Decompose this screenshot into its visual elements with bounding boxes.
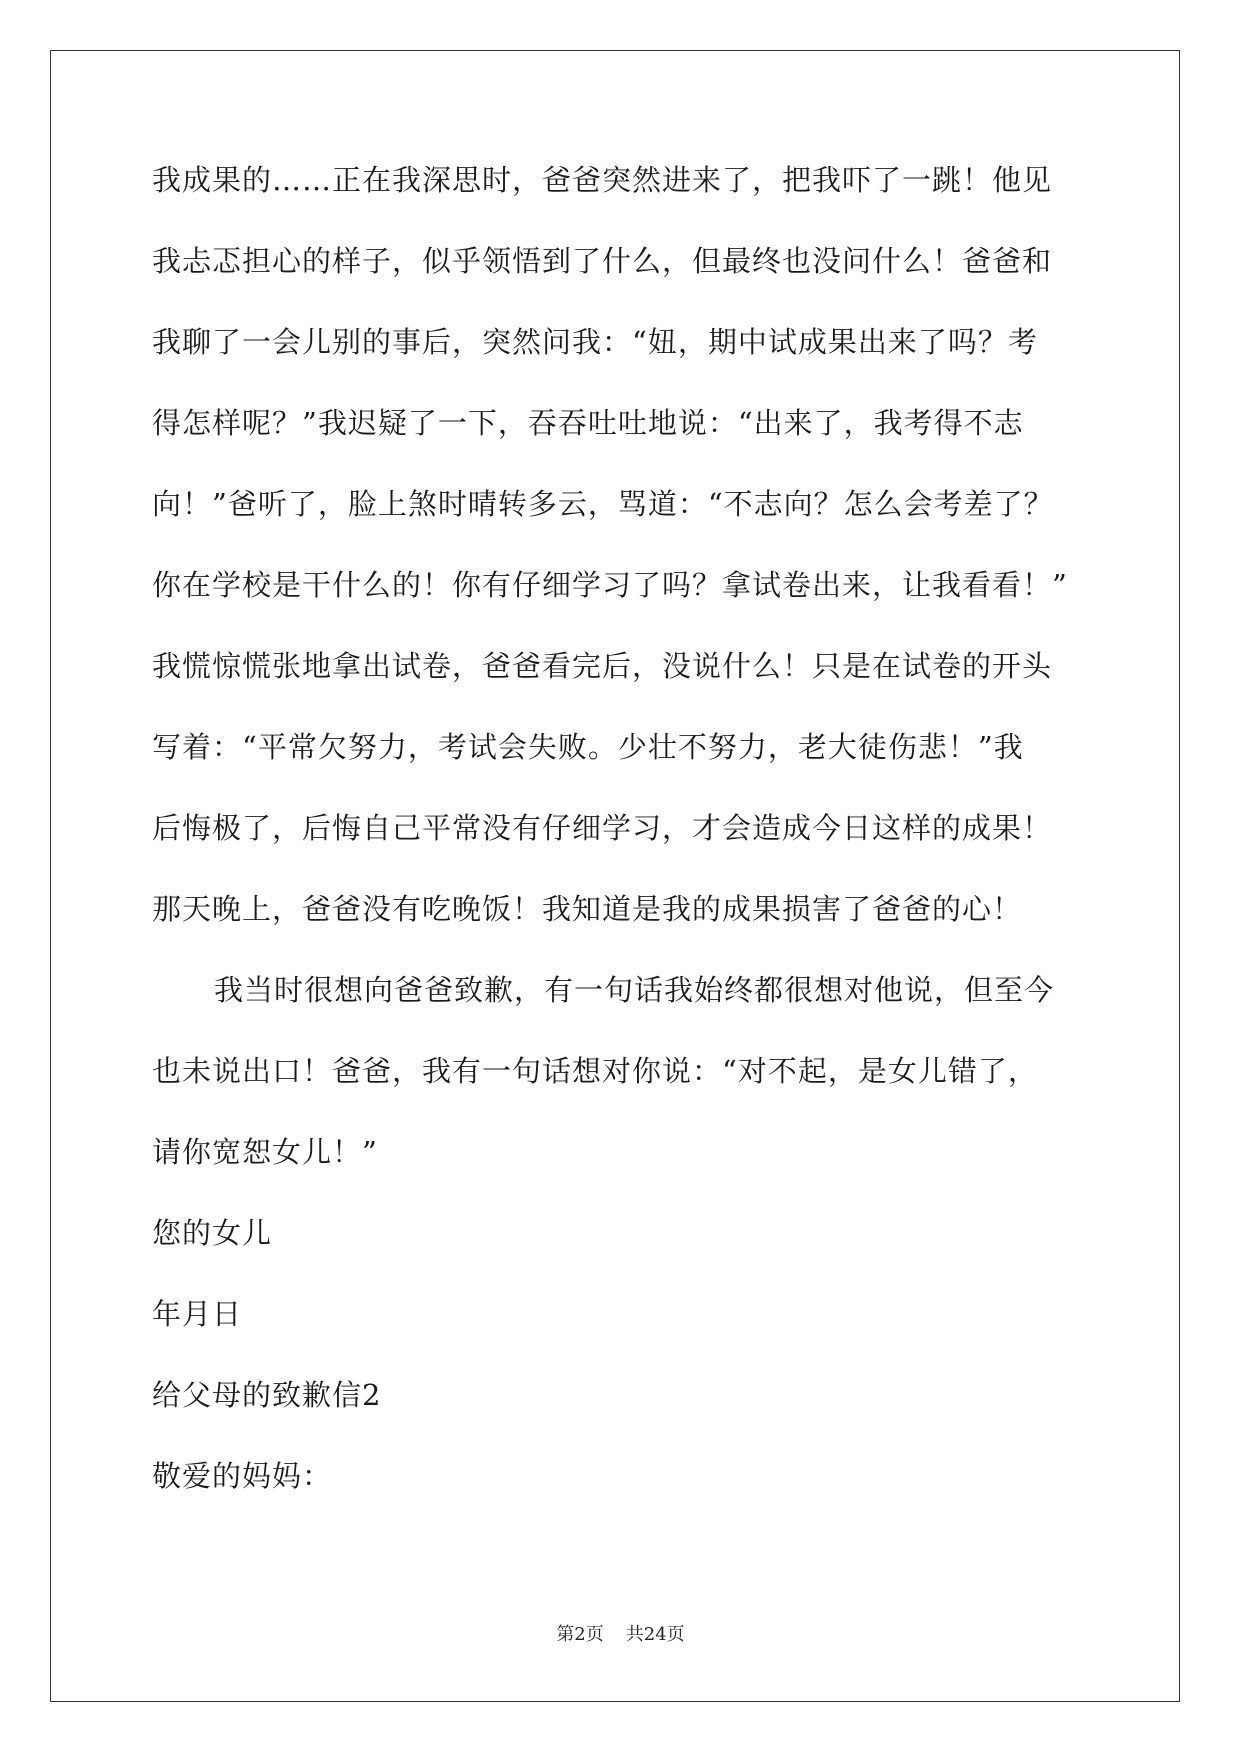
- paragraph-line: 后悔极了，后悔自己平常没有仔细学习，才会造成今日这样的成果！: [152, 811, 1053, 845]
- paragraph-line: 那天晚上，爸爸没有吃晚饭！我知道是我的成果损害了爸爸的心！: [152, 892, 1023, 926]
- paragraph-line: 我慌惊慌张地拿出试卷，爸爸看完后，没说什么！只是在试卷的开头: [152, 649, 1053, 683]
- date-line: 年月日: [152, 1297, 243, 1331]
- page-number: 第2页: [556, 1624, 604, 1645]
- page-footer: [0, 1620, 1241, 1646]
- paragraph-line: 我忐忑担心的样子，似乎领悟到了什么，但最终也没问什么！爸爸和: [152, 244, 1053, 278]
- letter-title: 给父母的致歉信2: [152, 1378, 382, 1412]
- page-total: 共24页: [625, 1624, 685, 1645]
- paragraph-line: 你在学校是干什么的！你有仔细学习了吗？拿试卷出来，让我看看！”: [152, 568, 1068, 602]
- paragraph-line: 写着：“平常欠努力，考试会失败。少壮不努力，老大徒伤悲！”我: [152, 730, 1024, 764]
- document-body: [152, 160, 1092, 1537]
- salutation-line: 敬爱的妈妈：: [152, 1459, 333, 1493]
- paragraph-line: 请你宽恕女儿！”: [152, 1135, 378, 1169]
- paragraph-line: 也未说出口！爸爸，我有一句话想对你说：“对不起，是女儿错了，: [152, 1054, 1038, 1088]
- paragraph-line-indented: 我当时很想向爸爸致歉，有一句话我始终都很想对他说，但至今: [214, 973, 1055, 1007]
- paragraph-line: 向！”爸听了，脸上煞时晴转多云，骂道：“不志向？怎么会考差了？: [152, 487, 1054, 521]
- paragraph-line: 我聊了一会儿别的事后，突然问我：“妞，期中试成果出来了吗？考: [152, 325, 1038, 359]
- signature-line: 您的女儿: [152, 1216, 273, 1250]
- paragraph-line: 我成果的……正在我深思时，爸爸突然进来了，把我吓了一跳！他见: [152, 163, 1053, 197]
- paragraph-line: 得怎样呢？”我迟疑了一下，吞吞吐吐地说：“出来了，我考得不志: [152, 406, 1024, 440]
